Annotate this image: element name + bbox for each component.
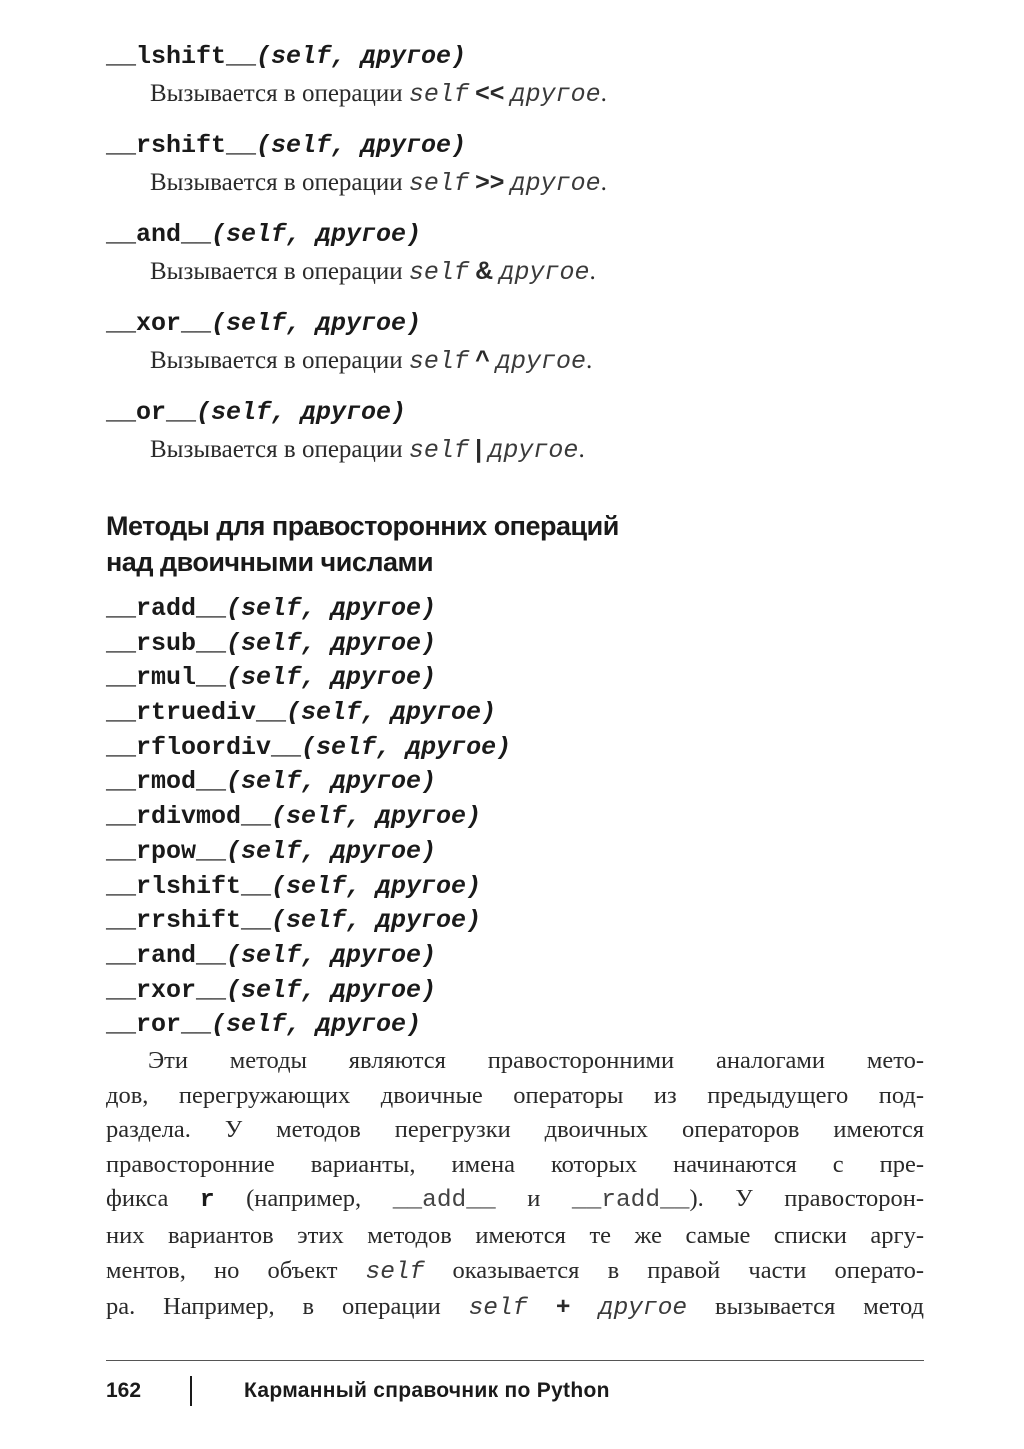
description-end: . [586,347,593,374]
operator-symbol: << [475,79,505,107]
paragraph-line: Эти методы являются правосторонними аналогами мето- [148,1047,924,1074]
prefix-code: r [199,1187,215,1215]
description-text: Вызывается в операции [150,347,409,374]
method-args: (self, другое) [226,663,437,693]
method-args: (self, другое) [226,836,437,866]
method-name: __and__ [106,220,212,249]
self-code: self [408,80,469,109]
operator-symbol: & [475,257,494,285]
method-signature [106,661,926,696]
method-signature [106,627,926,662]
method-entry [106,42,926,110]
method-name: __lshift__ [106,42,257,71]
method-signature [106,398,926,428]
method-name: __rlshift__ [106,871,272,901]
method-entry [106,220,926,288]
description-end: . [589,258,596,285]
description-end: . [600,80,607,107]
self-code: self [408,347,469,376]
method-signature [106,696,926,731]
method-args: (self, другое) [301,732,512,762]
text-fragment: фикса [106,1185,200,1213]
method-signature [106,731,926,766]
operator-symbol: ^ [475,346,490,374]
method-description [150,78,926,110]
text-fragment: (например, [214,1185,393,1213]
method-name: __or__ [106,398,197,427]
paragraph-line: раздела. У методов перегрузки двоичных операторов имеются [106,1116,924,1144]
method-name: __xor__ [106,309,212,338]
paragraph-line: дов, перегружающих двоичные операторы из предыдущего под- [106,1081,924,1109]
method-args: (self, другое) [211,309,422,338]
text-fragment: ). У правосторон- [689,1185,924,1213]
method-args: (self, другое) [256,42,467,71]
footer-separator [190,1376,192,1406]
method-name: __rmod__ [106,767,227,797]
method-args: (self, другое) [226,628,437,658]
paragraph-line: правосторонние варианты, имена которых начинаются с пре- [106,1150,924,1178]
method-args: (self, другое) [211,1010,422,1040]
method-args: (self, другое) [226,975,437,1005]
method-args: (self, другое) [286,698,497,728]
description-text: Вызывается в операции [150,169,409,196]
body-paragraph [106,1044,924,1327]
paragraph-line [106,1290,924,1327]
method-entry [106,398,926,466]
method-signature [106,870,926,905]
method-name: __rxor__ [106,975,227,1005]
paragraph-line [106,1182,924,1219]
self-code: self [408,436,469,465]
footer-divider [106,1360,924,1361]
section-heading-line-2: над двоичными числами [106,547,434,577]
self-code: self [365,1258,425,1286]
method-name: __rmul__ [106,663,227,693]
method-signature [106,765,926,800]
description-text: Вызывается в операции [150,436,409,463]
method-name: __radd__ [106,594,227,623]
section-heading [106,508,926,580]
description-text: Вызывается в операции [150,80,409,107]
method-signature [106,939,926,974]
other-code: другое [499,258,590,287]
page-number: 162 [106,1379,142,1402]
description-text: Вызывается в операции [150,258,409,285]
method-name: __rsub__ [106,628,227,658]
method-args: (self, другое) [226,940,437,970]
method-signature [106,974,926,1009]
method-name: __rrshift__ [106,906,272,936]
method-description [150,345,926,377]
method-args: (self, другое) [271,871,482,901]
method-name: __ror__ [106,1010,212,1040]
text-fragment: ментов, но объект [106,1256,366,1284]
method-name: __rtruediv__ [106,698,287,728]
method-args: (self, другое) [271,906,482,936]
method-args: (self, другое) [226,767,437,797]
method-entry [106,309,926,377]
text-fragment: ра. Например, в операции [106,1293,469,1321]
method-signature [106,592,926,627]
paragraph-line [106,1254,924,1291]
method-description [150,434,926,466]
add-code: __add__ [392,1187,496,1215]
text-fragment: оказывается в правой части операто- [424,1256,924,1284]
operator-symbol: >> [475,168,505,196]
method-signature [106,835,926,870]
other-code: другое [510,80,601,109]
method-signature [106,220,926,250]
method-name: __rpow__ [106,836,227,866]
method-signature [106,309,926,339]
text-fragment: вызывается метод [687,1293,924,1321]
method-signature [106,1008,926,1043]
section-heading-line-1: Методы для правосторонних операций [106,511,619,541]
other-code: другое [598,1295,688,1323]
method-name: __rshift__ [106,131,257,160]
method-entry [106,131,926,199]
method-args: (self, другое) [256,131,467,160]
method-args: (self, другое) [226,594,437,623]
self-code: self [408,258,469,287]
method-signature [106,42,926,72]
operator-symbol: | [475,435,483,463]
operator-symbol: + [527,1293,599,1321]
other-code: другое [488,436,579,465]
book-title: Карманный справочник по Python [244,1379,610,1402]
method-args: (self, другое) [196,398,407,427]
method-name: __rdivmod__ [106,802,272,832]
text-fragment: и [495,1185,572,1213]
right-methods-list [106,592,926,1043]
method-signature [106,131,926,161]
method-name: __rfloordiv__ [106,732,302,762]
page-footer [106,1374,924,1408]
other-code: другое [496,347,587,376]
paragraph-line: них вариантов этих методов имеются те же самые списки аргу- [106,1221,924,1249]
method-signature [106,904,926,939]
other-code: другое [510,169,601,198]
description-end: . [578,436,585,463]
method-name: __rand__ [106,940,227,970]
method-description [150,167,926,199]
self-code: self [468,1295,528,1323]
method-description [150,256,926,288]
description-end: . [600,169,607,196]
method-signature [106,800,926,835]
method-args: (self, другое) [271,802,482,832]
method-args: (self, другое) [211,220,422,249]
radd-code: __radd__ [571,1187,690,1215]
self-code: self [408,169,469,198]
